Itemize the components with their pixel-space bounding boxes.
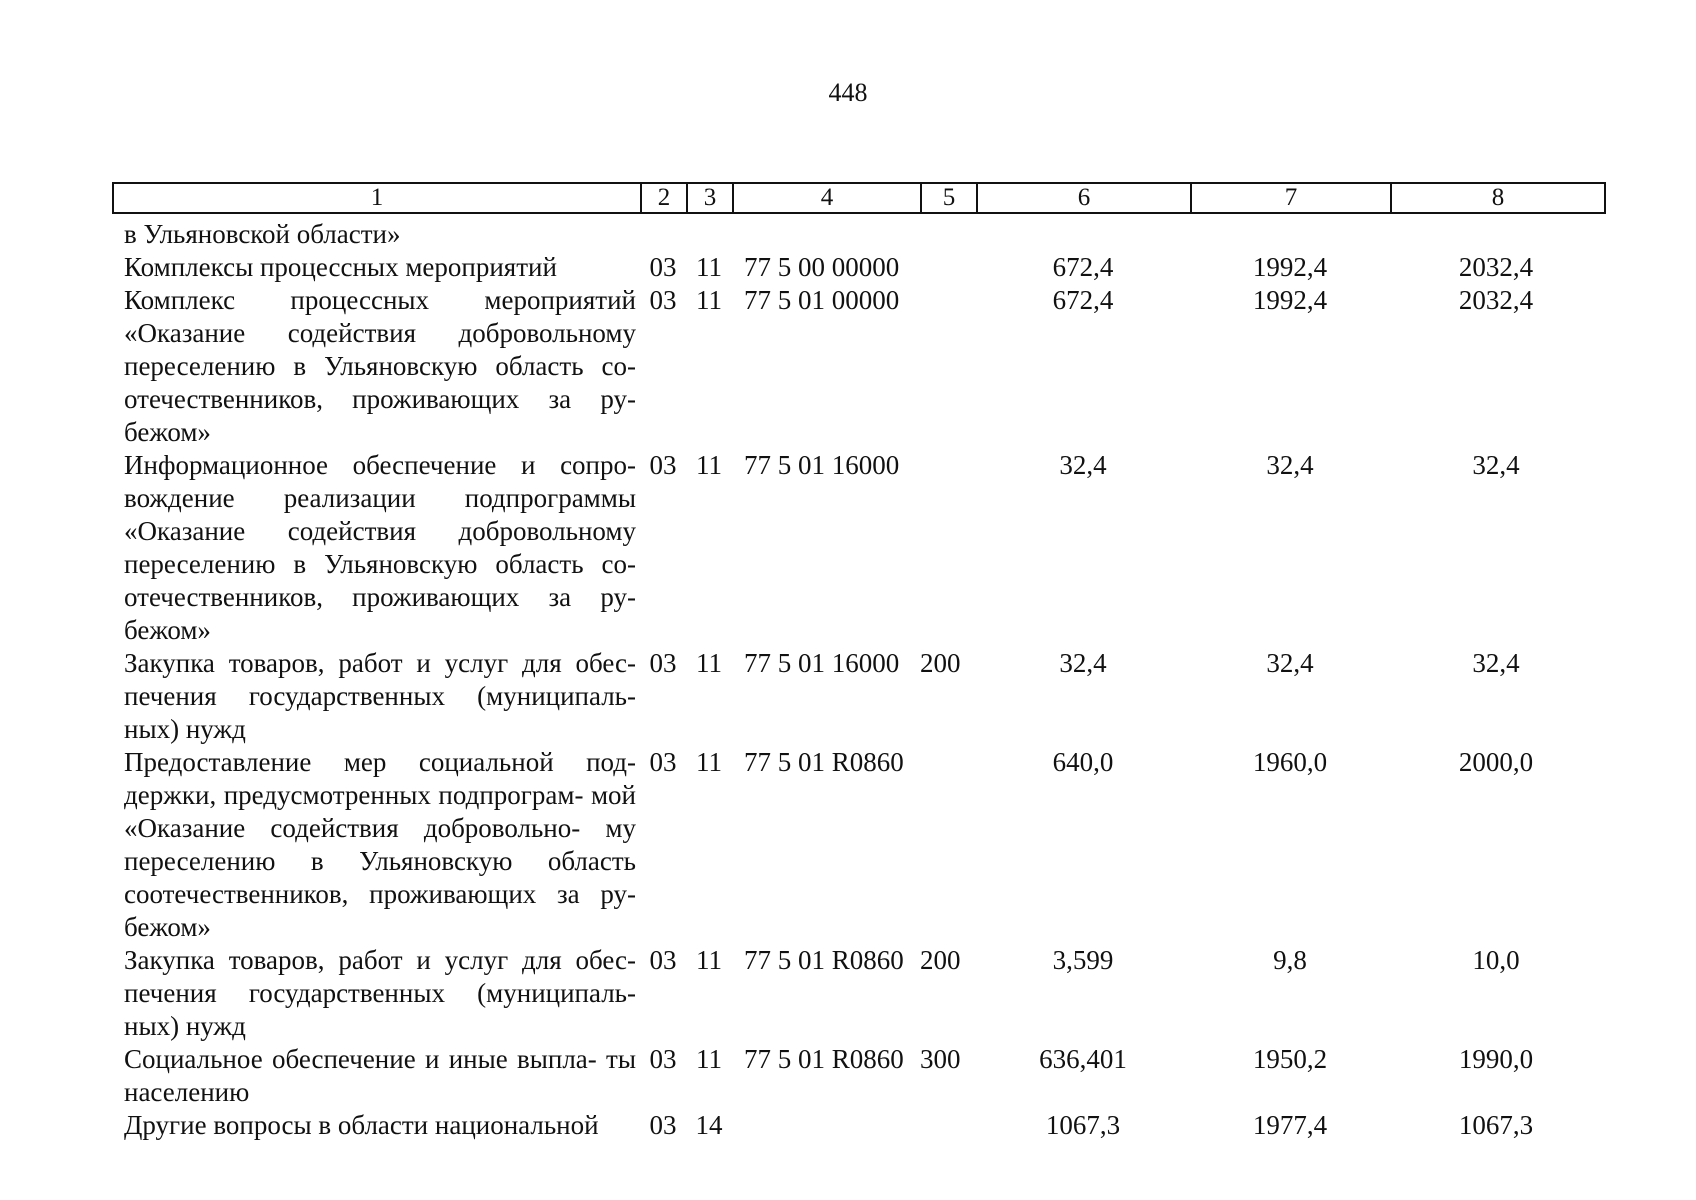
row-value-7: 1992,4 bbox=[1252, 285, 1328, 315]
row-name: Закупка товаров, работ и услуг для обес- печения государственных (муниципаль- ных) нужд bbox=[124, 945, 636, 1041]
row-target-code: 77 5 01 R0860 bbox=[744, 1044, 904, 1074]
table-row bbox=[112, 1043, 1606, 1109]
continuation-row bbox=[112, 218, 1606, 251]
row-subsection: 11 bbox=[696, 285, 722, 315]
header-col-1: 1 bbox=[114, 184, 642, 212]
row-section: 03 bbox=[649, 252, 677, 282]
table-row bbox=[112, 449, 1606, 647]
row-value-8: 2032,4 bbox=[1458, 252, 1534, 282]
row-name: Социальное обеспечение и иные выпла- ты населению bbox=[124, 1044, 636, 1107]
row-expense-type: 300 bbox=[920, 1044, 961, 1074]
row-name: Комплексы процессных мероприятий bbox=[124, 252, 557, 282]
continuation-text: в Ульяновской области» bbox=[124, 219, 401, 249]
row-value-8: 1067,3 bbox=[1458, 1110, 1534, 1140]
header-col-7: 7 bbox=[1192, 184, 1392, 212]
row-value-6: 640,0 bbox=[1052, 747, 1114, 777]
table-row bbox=[112, 647, 1606, 746]
row-expense-type: 200 bbox=[920, 945, 961, 975]
row-name: Информационное обеспечение и сопро- вождение реализации подпрограммы «Оказание содействия добровольному переселению в Ульяновскую область со- отечественников, проживающих за ру- бежом» bbox=[124, 450, 636, 645]
row-value-8: 2000,0 bbox=[1458, 747, 1534, 777]
row-section: 03 bbox=[649, 450, 677, 480]
row-section: 03 bbox=[649, 945, 677, 975]
row-value-6: 636,401 bbox=[1039, 1044, 1127, 1074]
row-value-6: 1067,3 bbox=[1045, 1110, 1121, 1140]
row-value-6: 32,4 bbox=[1059, 648, 1107, 678]
row-target-code: 77 5 01 R0860 bbox=[744, 747, 904, 777]
row-expense-type: 200 bbox=[920, 648, 961, 678]
row-target-code: 77 5 01 00000 bbox=[744, 285, 900, 315]
row-value-8: 1990,0 bbox=[1458, 1044, 1534, 1074]
row-name: Предоставление мер социальной под- держки, предусмотренных подпрограм- мой «Оказание содействия добровольно- му переселению в Ульяновскую область соотечественников, проживающих за ру- бежом» bbox=[124, 747, 636, 942]
table-row bbox=[112, 251, 1606, 284]
row-section: 03 bbox=[649, 1110, 677, 1140]
row-name: Другие вопросы в области национальной bbox=[124, 1110, 599, 1140]
row-name: Комплекс процессных мероприятий «Оказание содействия добровольному переселению в Ульяновскую область со- отечественников, проживающих за ру- бежом» bbox=[124, 285, 636, 447]
row-section: 03 bbox=[649, 747, 677, 777]
header-col-5: 5 bbox=[922, 184, 978, 212]
row-subsection: 14 bbox=[695, 1110, 723, 1140]
row-value-7: 1977,4 bbox=[1252, 1110, 1328, 1140]
row-value-6: 32,4 bbox=[1059, 450, 1107, 480]
header-col-3: 3 bbox=[688, 184, 734, 212]
row-target-code: 77 5 00 00000 bbox=[744, 252, 900, 282]
row-value-7: 1960,0 bbox=[1252, 747, 1328, 777]
row-value-6: 672,4 bbox=[1052, 285, 1114, 315]
row-subsection: 11 bbox=[696, 450, 722, 480]
row-value-7: 1992,4 bbox=[1252, 252, 1328, 282]
row-value-7: 32,4 bbox=[1266, 450, 1314, 480]
row-target-code: 77 5 01 R0860 bbox=[744, 945, 904, 975]
row-value-6: 672,4 bbox=[1052, 252, 1114, 282]
row-value-8: 32,4 bbox=[1472, 450, 1520, 480]
row-value-7: 32,4 bbox=[1266, 648, 1314, 678]
table-header bbox=[112, 182, 1606, 214]
header-col-6: 6 bbox=[978, 184, 1192, 212]
row-value-7: 1950,2 bbox=[1252, 1044, 1328, 1074]
table-row bbox=[112, 1109, 1606, 1142]
row-name: Закупка товаров, работ и услуг для обес- печения государственных (муниципаль- ных) нужд bbox=[124, 648, 636, 744]
table-row bbox=[112, 284, 1606, 449]
row-subsection: 11 bbox=[696, 945, 722, 975]
row-target-code: 77 5 01 16000 bbox=[744, 648, 900, 678]
row-subsection: 11 bbox=[696, 1044, 722, 1074]
row-target-code: 77 5 01 16000 bbox=[744, 450, 900, 480]
row-section: 03 bbox=[649, 285, 677, 315]
row-subsection: 11 bbox=[696, 648, 722, 678]
row-subsection: 11 bbox=[696, 252, 722, 282]
row-value-8: 2032,4 bbox=[1458, 285, 1534, 315]
table-body bbox=[112, 218, 1606, 1142]
row-section: 03 bbox=[649, 1044, 677, 1074]
header-col-8: 8 bbox=[1491, 184, 1505, 211]
header-col-2: 2 bbox=[642, 184, 688, 212]
row-value-8: 10,0 bbox=[1472, 945, 1520, 975]
header-col-4: 4 bbox=[734, 184, 922, 212]
row-section: 03 bbox=[649, 648, 677, 678]
table-row bbox=[112, 944, 1606, 1043]
row-value-7: 9,8 bbox=[1273, 945, 1307, 975]
table-row bbox=[112, 746, 1606, 944]
row-subsection: 11 bbox=[696, 747, 722, 777]
row-value-6: 3,599 bbox=[1052, 945, 1114, 975]
page-number: 448 bbox=[828, 78, 868, 107]
row-value-8: 32,4 bbox=[1472, 648, 1520, 678]
